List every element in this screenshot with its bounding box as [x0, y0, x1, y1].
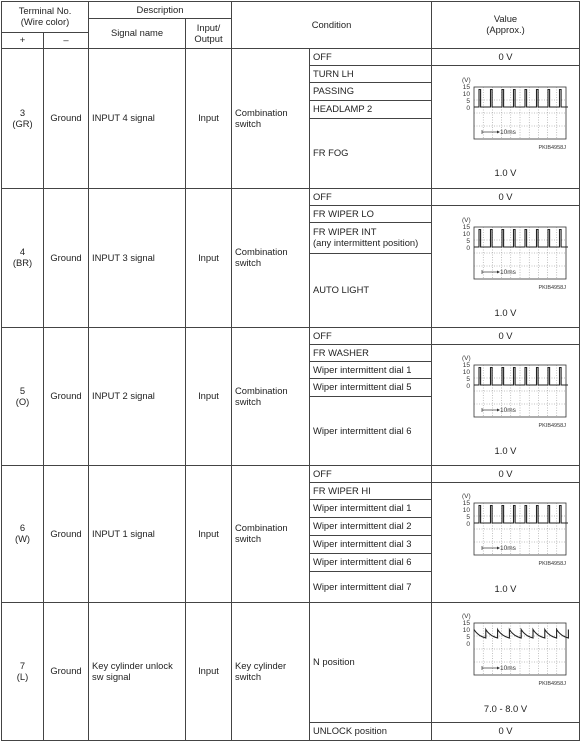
value-cell-off: 0 V [432, 466, 580, 483]
condition-cell: TURN LH [310, 66, 432, 83]
ground-cell: Ground [44, 603, 89, 741]
system-cell: Combination switch [232, 49, 310, 189]
figure-code: PKIB4958J [537, 145, 566, 152]
volt-tick-label: 5 [465, 633, 470, 641]
table-row [2, 189, 580, 206]
volt-tick-label: 10 [462, 230, 470, 238]
volt-unit-label: (V) [461, 216, 471, 224]
volt-tick-label: 15 [462, 499, 470, 507]
signal-name-cell: INPUT 2 signal [89, 328, 186, 466]
condition-cell: AUTO LIGHT [310, 254, 432, 328]
condition-cell: N position [310, 603, 432, 723]
waveform-trace [474, 505, 568, 523]
waveform-voltage: 1.0 V [494, 167, 517, 179]
value-cell-off: 0 V [432, 189, 580, 206]
wire-color: (W) [14, 533, 31, 544]
ground-cell: Ground [44, 466, 89, 603]
time-scale-label: 10ms [499, 664, 516, 672]
volt-tick-label: 5 [465, 376, 470, 384]
pulse-waveform [442, 353, 570, 445]
table-row [2, 603, 580, 723]
input-output-cell: Input [186, 328, 232, 466]
time-scale-label: 10ms [499, 544, 516, 552]
value-waveform-cell [432, 345, 580, 466]
terminal-number: 6 [19, 522, 26, 534]
ground-cell: Ground [44, 49, 89, 189]
header-input-output: Input/ Output [186, 19, 232, 49]
volt-tick-label: 0 [465, 105, 470, 113]
condition-cell: Wiper intermittent dial 1 [310, 500, 432, 518]
volt-unit-label: (V) [461, 77, 471, 85]
value-cell-off: 0 V [432, 328, 580, 345]
value-waveform-cell [432, 483, 580, 603]
volt-tick-label: 5 [465, 237, 470, 245]
wire-color: (L) [16, 670, 29, 682]
value-cell-off: 0 V [432, 49, 580, 66]
time-scale-label: 10ms [499, 268, 516, 276]
volt-tick-label: 15 [462, 223, 470, 231]
volt-unit-label: (V) [461, 492, 471, 500]
figure-code: PKIB4958J [537, 560, 566, 567]
waveform-trace [474, 368, 568, 386]
condition-cell: FR WIPER HI [310, 483, 432, 500]
waveform-figure [435, 215, 576, 319]
volt-tick-label: 10 [462, 626, 470, 634]
header-description: Description [89, 2, 232, 19]
header-plus: + [2, 33, 44, 49]
figure-code: PKIB4958J [537, 680, 566, 687]
terminal-number-cell [2, 466, 44, 603]
time-scale-label: 10ms [499, 407, 516, 415]
value-waveform-cell [432, 206, 580, 328]
waveform-trace [474, 90, 568, 108]
pulse-waveform [442, 75, 570, 167]
condition-cell: OFF [310, 189, 432, 206]
condition-cell: FR WASHER [310, 345, 432, 362]
waveform-voltage: 1.0 V [494, 582, 517, 594]
condition-cell: OFF [310, 466, 432, 483]
volt-tick-label: 10 [462, 91, 470, 99]
condition-cell: FR WIPER LO [310, 206, 432, 223]
signal-name-cell: Key cylinder unlock sw signal [89, 603, 186, 741]
condition-cell: OFF [310, 49, 432, 66]
volt-tick-label: 15 [462, 84, 470, 92]
terminal-spec-table [1, 1, 580, 741]
terminal-number-cell [2, 189, 44, 328]
volt-unit-label: (V) [461, 612, 471, 620]
signal-name-cell: INPUT 3 signal [89, 189, 186, 328]
volt-tick-label: 15 [462, 619, 470, 627]
signal-name-cell: INPUT 4 signal [89, 49, 186, 189]
input-output-cell: Input [186, 603, 232, 741]
pulse-waveform [442, 491, 570, 583]
volt-tick-label: 5 [465, 513, 470, 521]
waveform-voltage: 1.0 V [494, 445, 517, 457]
input-output-cell: Input [186, 466, 232, 603]
volt-tick-label: 10 [462, 506, 470, 514]
condition-cell: PASSING [310, 83, 432, 101]
condition-cell: Wiper intermittent dial 7 [310, 572, 432, 603]
pulse-waveform [442, 215, 570, 307]
figure-code: PKIB4958J [537, 423, 566, 430]
table-row [2, 49, 580, 66]
header-terminal: Terminal No. (Wire color) [2, 2, 89, 33]
volt-tick-label: 0 [465, 520, 470, 528]
condition-cell: Wiper intermittent dial 2 [310, 518, 432, 536]
time-scale-label: 10ms [499, 129, 516, 137]
terminal-number: 5 [19, 384, 26, 396]
condition-cell: Wiper intermittent dial 6 [310, 554, 432, 572]
waveform-voltage: 7.0 - 8.0 V [483, 702, 528, 714]
input-output-cell: Input [186, 49, 232, 189]
signal-name-cell: INPUT 1 signal [89, 466, 186, 603]
waveform-figure [435, 611, 576, 715]
value-waveform-cell [432, 66, 580, 189]
condition-cell: FR WIPER INT (any intermittent position) [310, 223, 432, 254]
waveform-figure [435, 491, 576, 595]
waveform-figure [435, 75, 576, 179]
system-cell: Key cylinder switch [232, 603, 310, 741]
wire-color: (O) [15, 395, 30, 407]
volt-tick-label: 10 [462, 369, 470, 377]
system-cell: Combination switch [232, 328, 310, 466]
terminal-number-cell [2, 49, 44, 189]
value-cell-unlock: 0 V [432, 723, 580, 741]
figure-code: PKIB4958J [537, 284, 566, 291]
system-cell: Combination switch [232, 466, 310, 603]
condition-cell: Wiper intermittent dial 1 [310, 362, 432, 379]
header-signal-name: Signal name [89, 19, 186, 49]
volt-tick-label: 0 [465, 383, 470, 391]
wire-color: (BR) [12, 257, 33, 268]
terminal-number: 3 [19, 106, 26, 118]
condition-cell: FR FOG [310, 119, 432, 189]
condition-cell: OFF [310, 328, 432, 345]
waveform-trace [474, 629, 568, 638]
system-cell: Combination switch [232, 189, 310, 328]
header-minus: – [44, 33, 89, 49]
header-value: Value (Approx.) [432, 2, 580, 49]
volt-tick-label: 15 [462, 362, 470, 370]
volt-unit-label: (V) [461, 355, 471, 363]
volt-tick-label: 5 [465, 98, 470, 106]
table-row [2, 466, 580, 483]
value-waveform-cell [432, 603, 580, 723]
waveform-trace [474, 229, 568, 247]
sawtooth-waveform [442, 611, 570, 703]
condition-cell: Wiper intermittent dial 3 [310, 536, 432, 554]
ground-cell: Ground [44, 189, 89, 328]
condition-cell: UNLOCK position [310, 723, 432, 741]
volt-tick-label: 0 [465, 640, 470, 648]
condition-cell: Wiper intermittent dial 6 [310, 397, 432, 466]
table-row [2, 328, 580, 345]
condition-cell: Wiper intermittent dial 5 [310, 379, 432, 397]
header-condition: Condition [232, 2, 432, 49]
waveform-figure [435, 353, 576, 457]
terminal-number-cell [2, 603, 44, 741]
ground-cell: Ground [44, 328, 89, 466]
condition-cell: HEADLAMP 2 [310, 101, 432, 119]
wire-color: (GR) [12, 117, 33, 129]
input-output-cell: Input [186, 189, 232, 328]
waveform-voltage: 1.0 V [494, 306, 517, 318]
terminal-number: 7 [19, 659, 26, 671]
volt-tick-label: 0 [465, 244, 470, 252]
terminal-number-cell [2, 328, 44, 466]
terminal-number: 4 [19, 246, 26, 258]
